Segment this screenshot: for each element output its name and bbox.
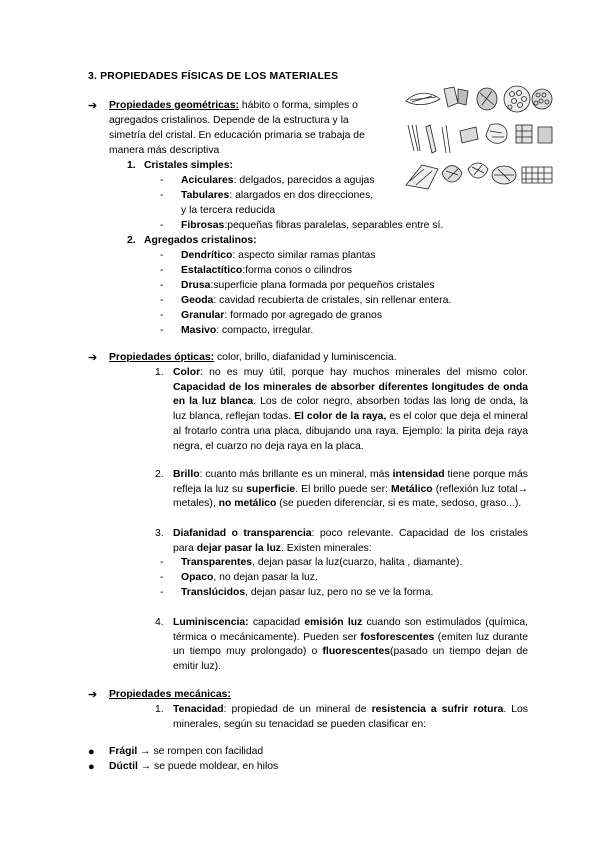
simple-term: Fibrosas	[181, 220, 225, 231]
diaf-term: Diafanidad o transparencia	[173, 528, 312, 539]
agregado-desc: :forma conos o cilindros	[242, 265, 352, 276]
brillo-paragraph	[173, 468, 528, 512]
agregado-item	[181, 294, 451, 309]
diaf-number: 3.	[155, 528, 164, 539]
lumi-text: capacidad	[248, 617, 305, 628]
color-text: es el color que deja el mineral al frotarlo contra una placa, dibujando una raya. Ejemplo: la pirita deja raya negra, el cuarzo no deja raya en la placa.	[173, 411, 528, 452]
diaf-item-desc: , dejan pasar la luz(cuarzo, halita , diamante).	[252, 557, 463, 568]
dash-marker: -	[160, 220, 164, 231]
agregado-term: Estalactítico	[181, 265, 243, 276]
dash-marker: -	[160, 190, 164, 201]
simple-term: Tabulares	[181, 190, 230, 201]
agregados-title: Agregados cristalinos:	[144, 235, 257, 246]
diaf-item-desc: , no dejan pasar la luz.	[213, 572, 318, 583]
bullet-item	[109, 745, 263, 760]
lumi-bold: fosforescentes	[360, 631, 435, 643]
diaf-item	[181, 586, 433, 601]
agregado-term: Granular	[181, 310, 225, 321]
lumi-text: (emiten luz durante un tiempo muy prolongado) o	[173, 631, 528, 658]
simples-number: 1.	[127, 160, 136, 171]
color-text: . Los de color negro, absorben todas las long de onda, la luz blanca, reflejan todas.	[173, 396, 528, 423]
ten-number: 1.	[155, 704, 164, 715]
agregado-desc: : compacto, irregular.	[216, 325, 314, 336]
lumi-text: (pasado un tiempo dejan de emitir luz).	[173, 646, 529, 673]
brillo-bold: superficie	[246, 483, 296, 495]
lumi-bold: emisión luz	[304, 617, 363, 628]
brillo-bold: intensidad	[392, 469, 445, 480]
brillo-number: 2.	[155, 469, 164, 480]
agregado-term: Drusa	[181, 280, 211, 291]
ten-bold: resistencia a sufrir rotura	[371, 704, 504, 715]
diaf-item-desc: , dejan pasar luz, pero no se ve la forma.	[245, 587, 434, 598]
diaf-item	[181, 556, 462, 571]
opt-intro-line	[109, 351, 397, 366]
agregado-item	[181, 279, 435, 294]
bullet-desc: → se puede moldear, en hilos	[137, 761, 279, 772]
bullet-desc: → se rompen con facilidad	[137, 746, 264, 757]
diaf-item-term: Transparentes	[181, 557, 253, 568]
dash-marker: -	[160, 250, 164, 261]
diaf-item-term: Opaco	[181, 572, 214, 583]
agregado-item	[181, 249, 376, 264]
simple-item	[181, 174, 375, 189]
brillo-text: (se pueden diferenciar, si es mate, sedoso, graso...).	[276, 498, 522, 510]
simple-item-continuation: y la tercera reducida	[181, 205, 276, 216]
geom-line-3: simetría del cristal. En educación primaria se trabaja de	[109, 130, 365, 141]
diaf-text: . Existen minerales:	[281, 542, 372, 554]
brillo-bold: no metálico	[218, 498, 277, 510]
diaf-bold: dejar pasar la luz	[196, 542, 282, 554]
lumi-bold: fluorescentes	[322, 646, 391, 658]
bullet-term: Frágil	[109, 746, 138, 757]
lumi-text: cuando son estimulados (química, térmica o mecánicamente). Pueden ser	[173, 617, 528, 643]
dash-marker: -	[160, 280, 164, 291]
agregados-number: 2.	[127, 235, 136, 246]
bullet-item	[109, 760, 278, 775]
dash-marker: -	[160, 557, 164, 568]
brillo-term: Brillo	[173, 469, 200, 480]
agregado-desc: : aspecto similar ramas plantas	[232, 250, 376, 261]
simple-item	[181, 219, 443, 234]
arrow-icon: ➔	[88, 100, 98, 112]
brillo-bold: Metálico	[391, 483, 433, 495]
simple-item	[181, 189, 373, 204]
crystal-habits-figure	[402, 81, 554, 193]
dash-marker: -	[160, 295, 164, 306]
ten-text: : propiedad de un mineral de	[223, 704, 372, 715]
agregado-term: Masivo	[181, 325, 217, 336]
lumi-term: Luminiscencia:	[173, 617, 249, 628]
dash-marker: -	[160, 175, 164, 186]
simples-title: Cristales simples:	[144, 160, 233, 171]
ten-term: Tenacidad	[173, 704, 224, 715]
color-term: Color	[173, 367, 201, 378]
geom-heading: Propiedades geométricas:	[109, 100, 239, 111]
color-bold: Capacidad de los minerales de absorber diferentes longitudes de onda en la luz blanca	[173, 381, 528, 408]
agregado-item	[181, 309, 382, 324]
agregado-item	[181, 264, 352, 279]
ten-paragraph	[173, 703, 528, 732]
mec-heading: Propiedades mecánicas:	[109, 689, 231, 700]
ten-text: . Los minerales, según su tenacidad se pueden clasificar en:	[173, 704, 529, 730]
geom-intro-line	[109, 99, 358, 114]
opt-intro-rest: color, brillo, diafanidad y luminiscencia.	[214, 352, 397, 363]
opt-heading: Propiedades ópticas:	[109, 352, 215, 363]
mec-heading-line	[109, 688, 231, 703]
section-title: 3. PROPIEDADES FÍSICAS DE LOS MATERIALES	[88, 71, 339, 82]
arrow-icon: ➔	[88, 689, 98, 701]
color-bold: El color de la raya,	[294, 411, 387, 423]
diaf-item-term: Translúcidos	[181, 587, 246, 598]
simple-desc: : delgados, parecidos a agujas	[233, 175, 375, 186]
lumi-paragraph	[173, 616, 528, 675]
bullet-marker: ●	[88, 746, 95, 758]
diaf-item	[181, 571, 318, 586]
brillo-text: : cuanto más brillante es un mineral, más	[199, 469, 393, 480]
color-paragraph	[173, 366, 528, 454]
geom-line-2: agregados cristalinos. Depende de la estructura y la	[109, 115, 349, 126]
geom-line-4: manera más descriptiva	[109, 145, 220, 156]
dash-marker: -	[160, 265, 164, 276]
agregado-term: Geoda	[181, 295, 214, 306]
agregado-term: Dendrítico	[181, 250, 233, 261]
simple-term: Aciculares	[181, 175, 234, 186]
agregado-desc: : formado por agregado de granos	[224, 310, 383, 321]
arrow-icon: ➔	[88, 352, 98, 364]
dash-marker: -	[160, 572, 164, 583]
dash-marker: -	[160, 310, 164, 321]
diaf-text: : poco relevante. Capacidad de los cristales para	[173, 528, 529, 554]
dash-marker: -	[160, 325, 164, 336]
simple-desc: :pequeñas fibras paralelas, separables entre sí.	[224, 220, 444, 231]
dash-marker: -	[160, 587, 164, 598]
simple-desc: : alargados en dos direcciones,	[229, 190, 374, 201]
agregado-desc: :superficie plana formada por pequeños cristales	[210, 280, 435, 291]
lumi-number: 4.	[155, 617, 164, 628]
agregado-item	[181, 324, 313, 339]
bullet-marker: ●	[88, 761, 95, 773]
diaf-paragraph	[173, 527, 528, 556]
brillo-text: tiene porque más refleja la luz su	[173, 469, 528, 495]
brillo-text: (reflexión luz total→ metales),	[173, 483, 528, 510]
brillo-text: . El brillo puede ser:	[295, 483, 392, 495]
color-text: : no es muy útil, porque hay muchos minerales del mismo color.	[200, 367, 528, 378]
color-number: 1.	[155, 367, 164, 378]
geom-intro-rest: hábito o forma, simples o	[238, 100, 358, 111]
agregado-desc: : cavidad recubierta de cristales, sin rellenar entera.	[213, 295, 452, 306]
bullet-term: Dúctil	[109, 761, 138, 772]
